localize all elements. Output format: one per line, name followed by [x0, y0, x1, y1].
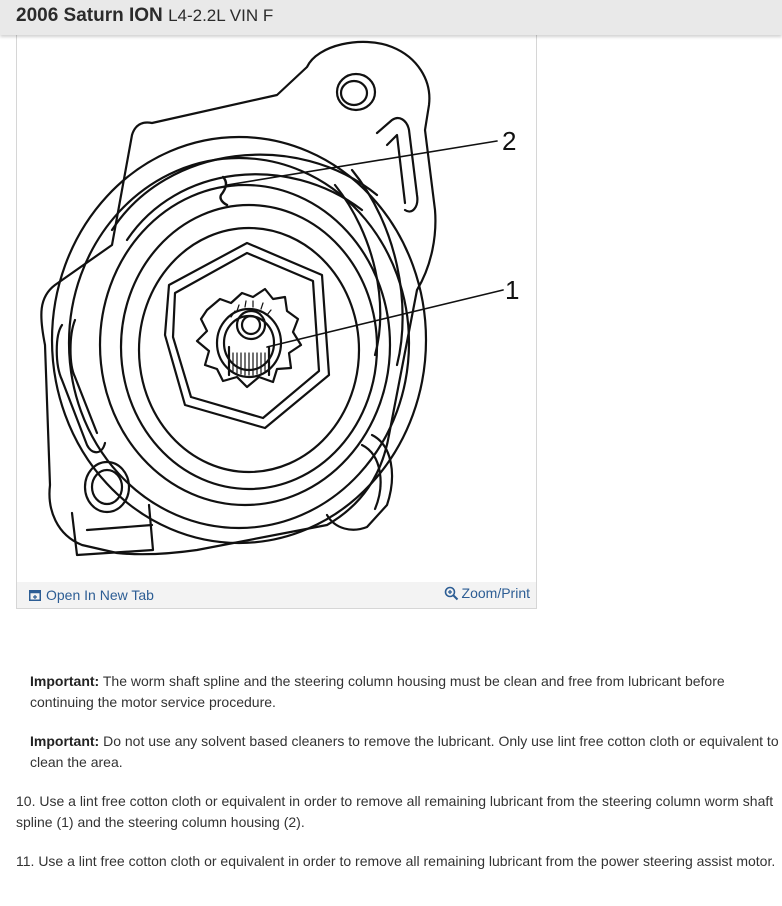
callout-1-label: 1 [505, 275, 520, 305]
page-header [0, 0, 782, 35]
vehicle-model: 2006 Saturn ION [16, 5, 163, 26]
important-label-2: Important: [30, 733, 100, 749]
zoom-in-icon [444, 586, 459, 601]
steering-column-housing-diagram [17, 35, 536, 583]
vehicle-title [16, 5, 273, 27]
figure-toolbar [17, 582, 536, 608]
important-note-2 [16, 731, 782, 773]
step-11: 11. Use a lint free cotton cloth or equivalent in order to remove all remaining lubricant from the power steering assist motor. [16, 853, 776, 869]
vehicle-engine: L4-2.2L VIN F [168, 6, 274, 25]
open-in-new-tab-label: Open In New Tab [46, 587, 154, 603]
important-note-1-text: The worm shaft spline and the steering column housing must be clean and free from lubricant before continuing the motor service procedure. [30, 673, 725, 710]
figure-panel [16, 35, 537, 609]
new-tab-icon [29, 590, 41, 601]
important-note-2-text: Do not use any solvent based cleaners to remove the lubricant. Only use lint free cotton cloth or equivalent to clean the area. [30, 733, 779, 770]
important-note-1 [16, 671, 782, 713]
important-label-1: Important: [30, 673, 100, 689]
zoom-print-label: Zoom/Print [461, 585, 530, 601]
step-10: 10. Use a lint free cotton cloth or equivalent in order to remove all remaining lubricant from the steering column worm shaft spline (1) and the steering column housing (2). [16, 793, 774, 830]
callout-2-label: 2 [502, 126, 517, 156]
open-in-new-tab-link[interactable] [29, 587, 154, 603]
zoom-print-link[interactable] [444, 585, 530, 601]
procedure-text [16, 671, 782, 890]
